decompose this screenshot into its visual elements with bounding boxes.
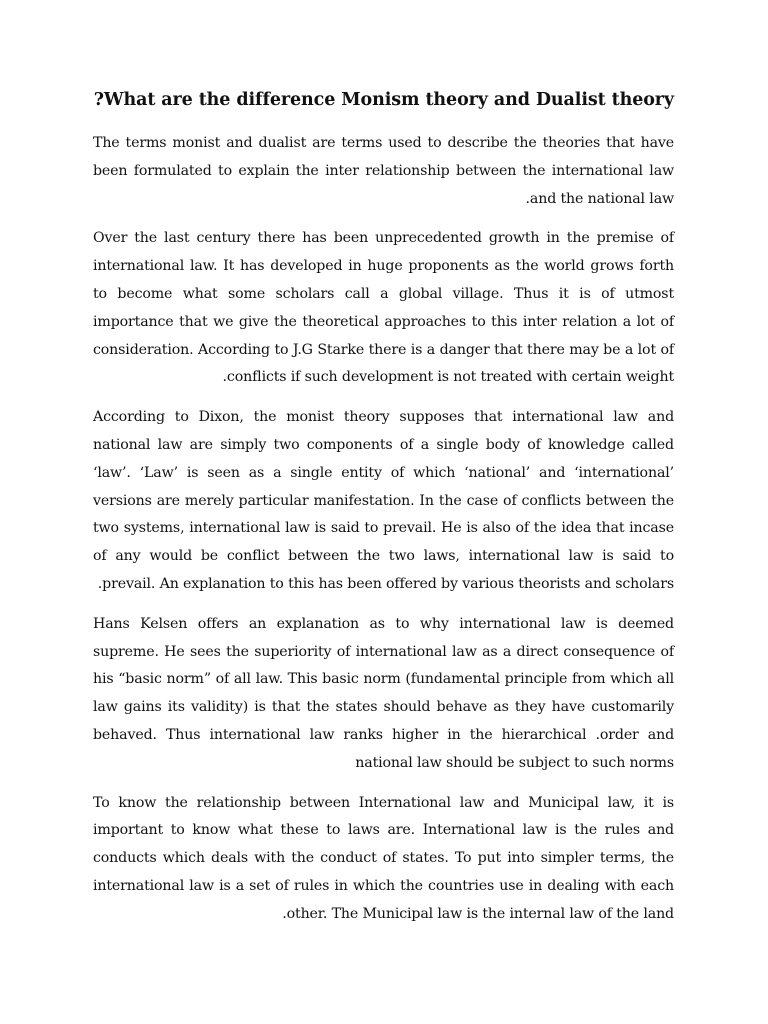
document-title: ?What are the difference Monism theory and Dualist theory bbox=[93, 90, 674, 110]
paragraph-kelsen: Hans Kelsen offers an explanation as to why international law is deemed supreme. He sees the superiority of international law as a direct consequence of his “basic norm” of all law. This basic norm (fundamental principle from which all law gains its validity) is that the states should behave as they have customarily behaved. Thus international law ranks higher in the hierarchical .order and national law should be subject to such norms bbox=[93, 615, 674, 771]
paragraph-intro: The terms monist and dualist are terms used to describe the theories that have been formulated to explain the inter relationship between the international law .and the national law bbox=[93, 135, 674, 207]
document-page bbox=[93, 84, 674, 941]
paragraph-dixon: According to Dixon, the monist theory supposes that international law and national law are simply two components of a single body of knowledge called ‘law’. ‘Law’ is seen as a single entity of which ‘national’ and ‘international’ versions are merely particular manifestation. In the case of conflicts between the two systems, international law is said to prevail. He is also of the idea that incase of any would be conflict between the two laws, international law is said to .prevail. An explanation to this has been offered by various theorists and scholars bbox=[93, 409, 674, 592]
paragraph-municipal: To know the relationship between International law and Municipal law, it is important to know what these to laws are. International law is the rules and conducts which deals with the conduct of states. To put into simpler terms, the international law is a set of rules in which the countries use in dealing with each .other. The Municipal law is the internal law of the land bbox=[93, 794, 674, 922]
paragraph-growth: Over the last century there has been unprecedented growth in the premise of international law. It has developed in huge proponents as the world grows forth to become what some scholars call a global village. Thus it is of utmost importance that we give the theoretical approaches to this inter relation a lot of consideration. According to J.G Starke there is a danger that there may be a lot of .conflicts if such development is not treated with certain weight bbox=[93, 230, 674, 386]
